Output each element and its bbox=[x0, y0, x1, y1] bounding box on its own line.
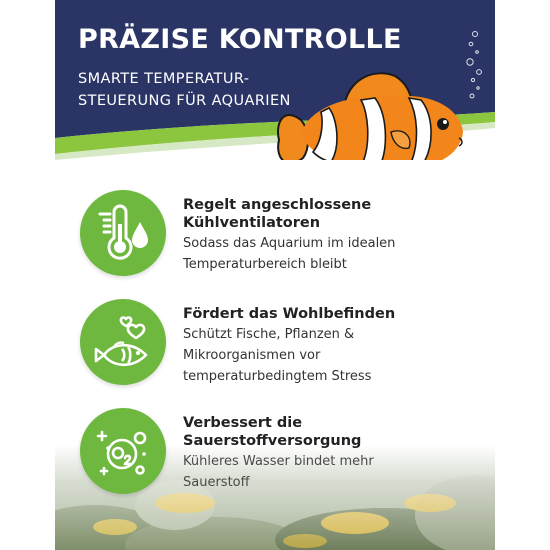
fish-hearts-icon bbox=[80, 299, 166, 385]
feature-desc-line-2: Temperaturbereich bleibt bbox=[183, 257, 347, 272]
feature-desc-line-1: Schützt Fische, Pflanzen & bbox=[183, 327, 355, 342]
feature-description bbox=[183, 233, 483, 275]
feature-title: Fördert das Wohlbefinden bbox=[183, 306, 396, 322]
feature-description bbox=[183, 324, 483, 387]
feature-title-line-1: Regelt angeschlossene bbox=[183, 197, 372, 213]
subtitle-line-1: SMARTE TEMPERATUR- bbox=[78, 71, 250, 87]
page-title: PRÄZISE KONTROLLE bbox=[78, 24, 402, 55]
feature-title bbox=[183, 414, 483, 450]
subtitle-line-2: STEUERUNG FÜR AQUARIEN bbox=[78, 93, 291, 109]
feature-title bbox=[183, 196, 483, 232]
feature-text bbox=[183, 305, 483, 387]
feature-desc-line-2: Sauerstoff bbox=[183, 475, 250, 490]
feature-item-oxygen bbox=[80, 408, 480, 494]
feature-desc-line-3: temperaturbedingtem Stress bbox=[183, 369, 372, 384]
feature-description bbox=[183, 451, 483, 493]
oxygen-o2-icon bbox=[80, 408, 166, 494]
feature-title-line-1: Verbessert die bbox=[183, 415, 303, 431]
page-margin-left bbox=[0, 0, 55, 550]
thermometer-droplet-icon bbox=[80, 190, 166, 276]
feature-desc-line-1: Kühleres Wasser bindet mehr bbox=[183, 454, 374, 469]
feature-title-line-2: Kühlventilatoren bbox=[183, 215, 321, 231]
feature-desc-line-2: Mikroorganismen vor bbox=[183, 348, 321, 363]
clownfish-illustration bbox=[271, 62, 471, 160]
feature-text bbox=[183, 196, 483, 275]
header-banner bbox=[55, 0, 495, 160]
page-margin-right bbox=[495, 0, 550, 550]
feature-item-cooling-fans bbox=[80, 190, 480, 276]
feature-title-line-2: Sauerstoffversorgung bbox=[183, 433, 362, 449]
feature-item-wellbeing bbox=[80, 299, 480, 385]
feature-desc-line-1: Sodass das Aquarium im idealen bbox=[183, 236, 396, 251]
feature-text bbox=[183, 414, 483, 493]
